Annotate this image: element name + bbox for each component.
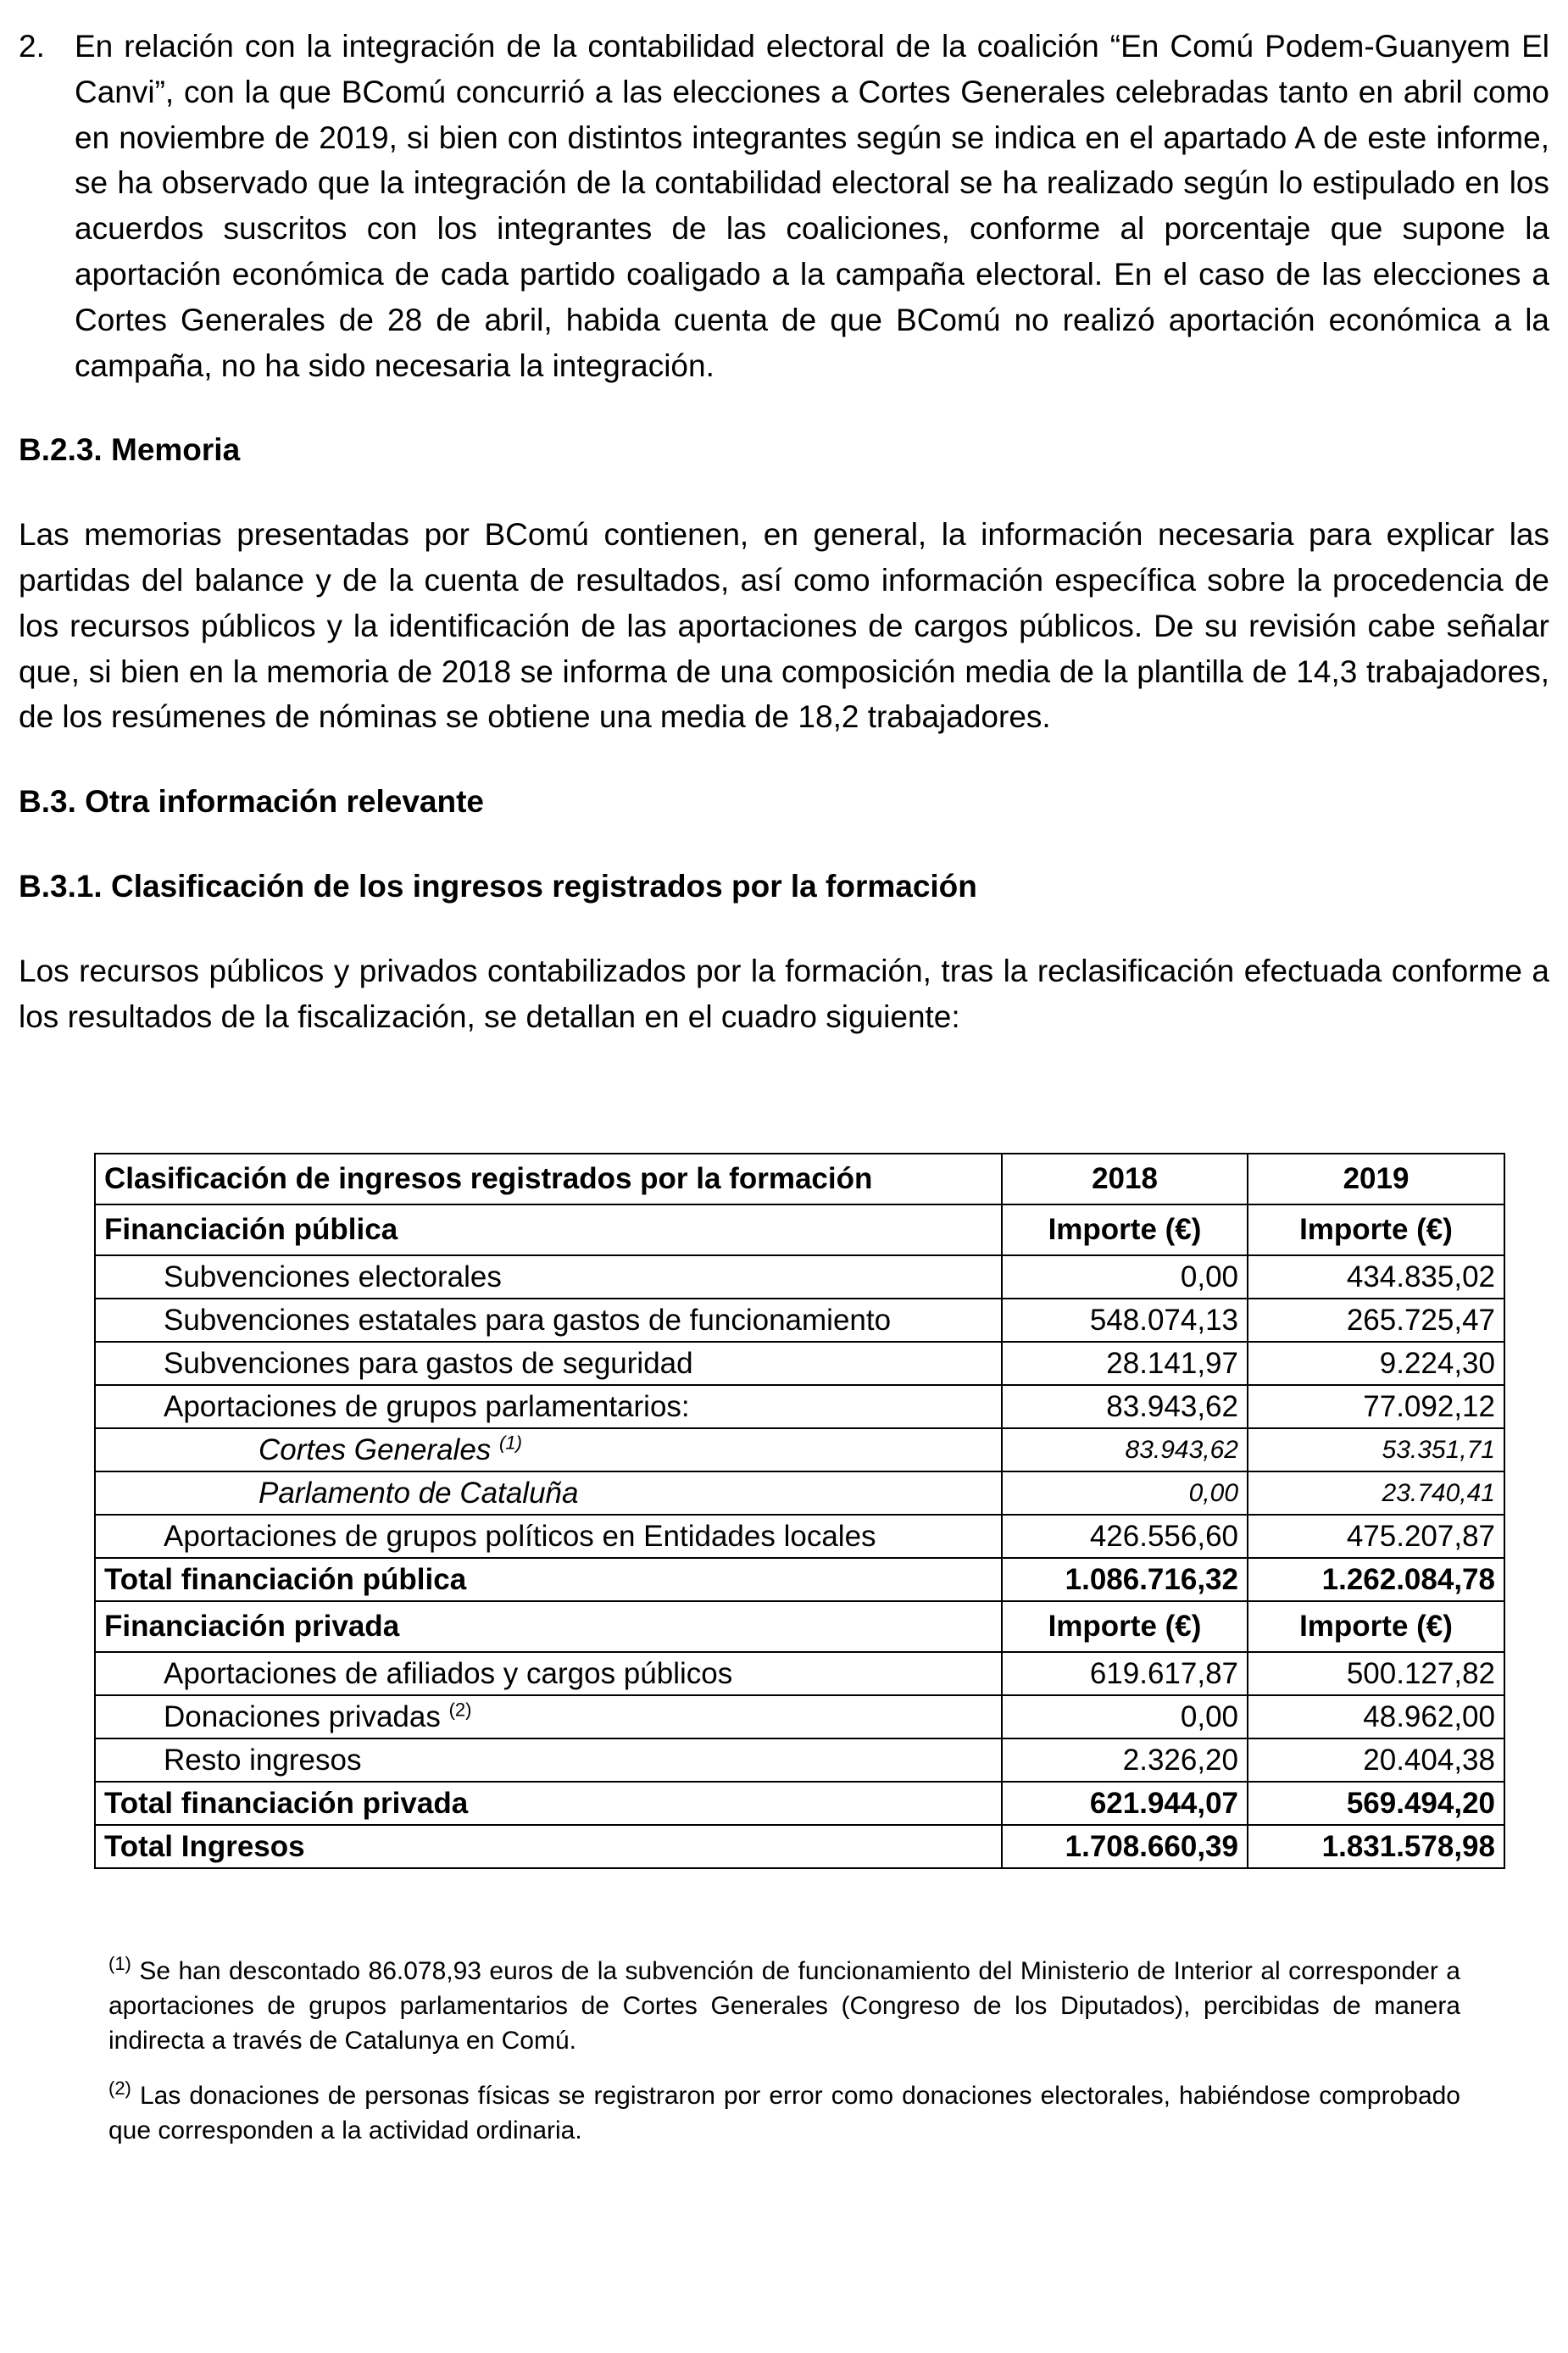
row-value-2018: 2.326,20 — [1002, 1738, 1248, 1782]
row-value-2018: 619.617,87 — [1002, 1652, 1248, 1695]
table-header-2018: 2018 — [1002, 1154, 1248, 1204]
total-public-row — [95, 1558, 1504, 1601]
private-header-label: Financiación privada — [95, 1601, 1002, 1652]
row-value-2018: 28.141,97 — [1002, 1342, 1248, 1385]
table-row — [95, 1255, 1504, 1299]
row-value-2019: 77.092,12 — [1248, 1385, 1504, 1428]
footnote-1 — [108, 1954, 1460, 2058]
footnote-2-marker: (2) — [108, 2078, 131, 2099]
table-row — [95, 1471, 1504, 1515]
row-label: Subvenciones para gastos de seguridad — [95, 1342, 1002, 1385]
row-label — [95, 1428, 1002, 1471]
row-value-2019: 20.404,38 — [1248, 1738, 1504, 1782]
table-row — [95, 1299, 1504, 1342]
total-public-label: Total financiación pública — [95, 1558, 1002, 1601]
row-label-text: Donaciones privadas — [164, 1700, 441, 1733]
total-income-2019: 1.831.578,98 — [1248, 1825, 1504, 1868]
private-header-row — [95, 1601, 1504, 1652]
public-header-col-2019: Importe (€) — [1248, 1204, 1504, 1255]
footnote-2-text: Las donaciones de personas físicas se registraron por error como donaciones electorales, habiéndose comprobado que corresponden a la actividad ordinaria. — [108, 2082, 1460, 2144]
row-value-2019: 9.224,30 — [1248, 1342, 1504, 1385]
row-value-2019: 48.962,00 — [1248, 1695, 1504, 1738]
table-header-row — [95, 1154, 1504, 1204]
paragraph-2-text: En relación con la integración de la contabilidad electoral de la coalición “En Comú Podem-Guanyem El Canvi”, con la que BComú concurrió a las elecciones a Cortes Generales celebradas tanto en abril como en noviembre de 2019, si bien con distintos integrantes según se indica en el apartado A de este informe, se ha observado que la integración de la contabilidad electoral se ha realizado según lo estipulado en los acuerdos suscritos con los integrantes de las coaliciones, conforme al porcentaje que supone la aportación económica de cada partido coaligado a la campaña electoral. En el caso de las elecciones a Cortes Generales de 28 de abril, habida cuenta de que BComú no realizó aportación económica a la campaña, no ha sido necesaria la integración. — [75, 29, 1549, 383]
row-value-2018: 0,00 — [1002, 1695, 1248, 1738]
total-private-label: Total financiación privada — [95, 1782, 1002, 1825]
heading-memoria: B.2.3. Memoria — [19, 432, 241, 468]
row-label: Aportaciones de grupos políticos en Entidades locales — [95, 1515, 1002, 1558]
footnotes — [108, 1954, 1460, 2168]
paragraph-memoria: Las memorias presentadas por BComú contienen, en general, la información necesaria para explicar las partidas del balance y de la cuenta de resultados, así como información específica sobre la procedencia de los recursos públicos y la identificación de las aportaciones de cargos públicos. De su revisión cabe señalar que, si bien en la memoria de 2018 se informa de una composición media de la plantilla de 14,3 trabajadores, de los resúmenes de nóminas se obtiene una media de 18,2 trabajadores. — [19, 517, 1549, 735]
table-row — [95, 1428, 1504, 1471]
row-value-2018: 0,00 — [1002, 1255, 1248, 1299]
public-header-label: Financiación pública — [95, 1204, 1002, 1255]
row-label-text: Cortes Generales — [259, 1433, 492, 1466]
row-value-2019: 475.207,87 — [1248, 1515, 1504, 1558]
row-label: Parlamento de Cataluña — [95, 1471, 1002, 1515]
footnote-ref-1: (1) — [499, 1432, 522, 1454]
total-income-row — [95, 1825, 1504, 1868]
row-value-2019: 500.127,82 — [1248, 1652, 1504, 1695]
row-label: Aportaciones de grupos parlamentarios: — [95, 1385, 1002, 1428]
footnote-1-text: Se han descontado 86.078,93 euros de la subvención de funcionamiento del Ministerio de Interior al corresponder a aportaciones de grupos parlamentarios de Cortes Generales (Congreso de los Diputados), percibidas de manera indirecta a través de Catalunya en Comú. — [108, 1957, 1460, 2055]
table-row — [95, 1515, 1504, 1558]
table-row — [95, 1738, 1504, 1782]
total-public-2018: 1.086.716,32 — [1002, 1558, 1248, 1601]
public-header-row — [95, 1204, 1504, 1255]
row-value-2019: 265.725,47 — [1248, 1299, 1504, 1342]
table-row — [95, 1652, 1504, 1695]
row-value-2019: 53.351,71 — [1248, 1428, 1504, 1471]
table-header-label: Clasificación de ingresos registrados por la formación — [95, 1154, 1002, 1204]
total-private-2018: 621.944,07 — [1002, 1782, 1248, 1825]
total-income-2018: 1.708.660,39 — [1002, 1825, 1248, 1868]
row-label — [95, 1695, 1002, 1738]
table-row — [95, 1695, 1504, 1738]
row-label: Resto ingresos — [95, 1738, 1002, 1782]
footnote-ref-2: (2) — [448, 1699, 472, 1721]
total-public-2019: 1.262.084,78 — [1248, 1558, 1504, 1601]
private-header-col-2019: Importe (€) — [1248, 1601, 1504, 1652]
row-value-2018: 83.943,62 — [1002, 1385, 1248, 1428]
row-value-2019: 23.740,41 — [1248, 1471, 1504, 1515]
footnote-1-marker: (1) — [108, 1953, 131, 1974]
total-income-label: Total Ingresos — [95, 1825, 1002, 1868]
table-header-2019: 2019 — [1248, 1154, 1504, 1204]
page-body — [19, 24, 1549, 1039]
income-table — [94, 1153, 1505, 1869]
row-value-2018: 0,00 — [1002, 1471, 1248, 1515]
row-value-2018: 548.074,13 — [1002, 1299, 1248, 1342]
row-label: Subvenciones estatales para gastos de funcionamiento — [95, 1299, 1002, 1342]
row-value-2018: 426.556,60 — [1002, 1515, 1248, 1558]
heading-otra-informacion: B.3. Otra información relevante — [19, 784, 485, 820]
row-label: Aportaciones de afiliados y cargos públicos — [95, 1652, 1002, 1695]
footnote-2 — [108, 2078, 1460, 2148]
row-value-2019: 434.835,02 — [1248, 1255, 1504, 1299]
public-header-col-2018: Importe (€) — [1002, 1204, 1248, 1255]
heading-clasificacion: B.3.1. Clasificación de los ingresos registrados por la formación — [19, 868, 977, 904]
table-row — [95, 1385, 1504, 1428]
private-header-col-2018: Importe (€) — [1002, 1601, 1248, 1652]
paragraph-2 — [19, 24, 1549, 388]
table-row — [95, 1342, 1504, 1385]
paragraph-number: 2. — [19, 29, 45, 64]
row-label: Subvenciones electorales — [95, 1255, 1002, 1299]
total-private-2019: 569.494,20 — [1248, 1782, 1504, 1825]
paragraph-clasificacion: Los recursos públicos y privados contabilizados por la formación, tras la reclasificación efectuada conforme a los resultados de la fiscalización, se detallan en el cuadro siguiente: — [19, 953, 1549, 1034]
row-value-2018: 83.943,62 — [1002, 1428, 1248, 1471]
total-private-row — [95, 1782, 1504, 1825]
